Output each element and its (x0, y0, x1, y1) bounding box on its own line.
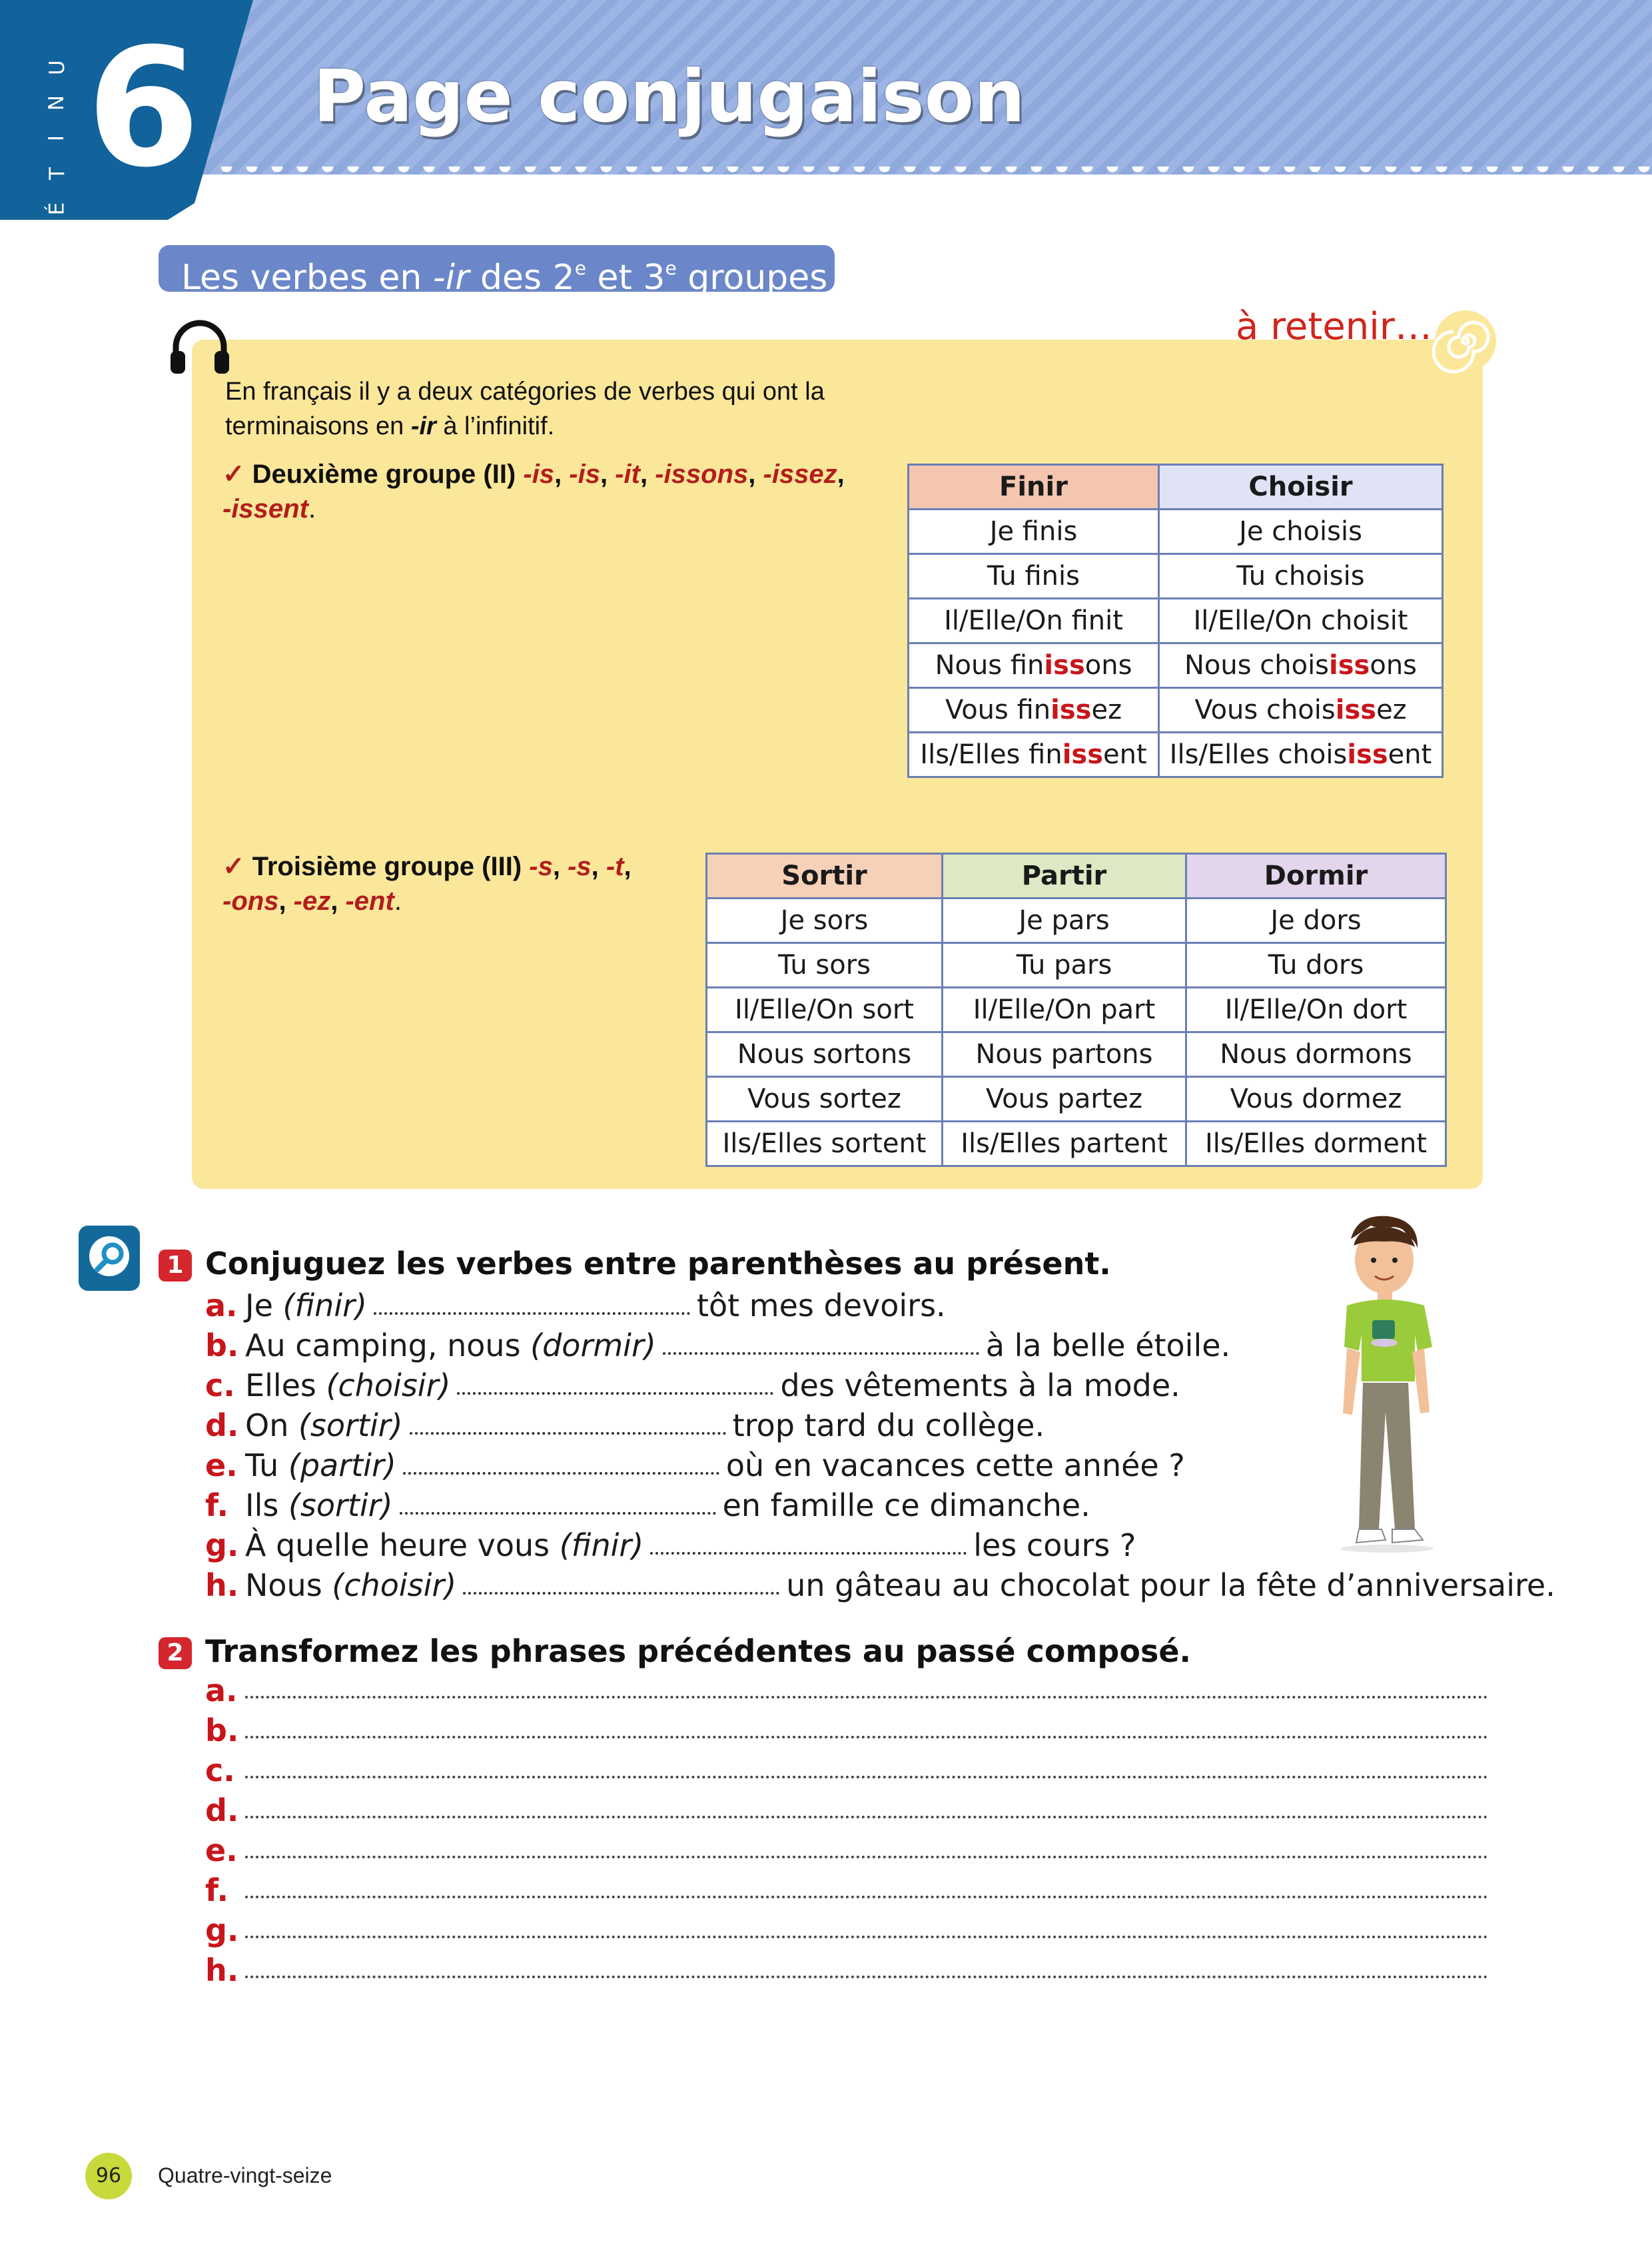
exercise1-item: f. Ils (sortir) en famille ce dimanche. (205, 1487, 1090, 1523)
table-cell: Il/Elle/On sort (707, 988, 943, 1032)
table-cell: Je finis (909, 510, 1159, 554)
table-header: Sortir (707, 854, 943, 899)
section-title: Les verbes en -ir des 2e et 3e groupes (159, 245, 835, 292)
answer-blank[interactable] (410, 1421, 726, 1435)
table-cell: Nous choisissons (1159, 643, 1443, 688)
answer-blank[interactable] (403, 1461, 719, 1475)
student-illustration (1312, 1212, 1459, 1559)
unit-label: U N I T É (45, 60, 69, 216)
table-row (707, 1032, 1446, 1077)
table-cell: Vous finissez (909, 688, 1159, 733)
table-row (707, 988, 1446, 1032)
exercise2-title: Transformez les phrases précédentes au passé composé. (205, 1633, 1191, 1669)
exercise2-item: f. (205, 1872, 228, 1908)
table-cell: Tu pars (943, 943, 1186, 988)
table-cell: Je choisis (1159, 510, 1443, 554)
table-cell: Il/Elle/On dort (1186, 988, 1446, 1032)
table-row (909, 510, 1443, 554)
exercise2-item: a. (205, 1673, 238, 1708)
exercise1-item: d. On (sortir) trop tard du collège. (205, 1407, 1045, 1443)
table-header: Partir (943, 854, 1186, 899)
answer-line[interactable] (245, 1720, 1488, 1738)
table-cell: Ils/Elles choisissent (1159, 733, 1443, 777)
answer-line[interactable] (245, 1960, 1488, 1978)
exercise2-number: 2 (159, 1637, 192, 1669)
answer-blank[interactable] (463, 1581, 779, 1595)
table-header: Finir (909, 465, 1159, 510)
exercise2-item: d. (205, 1792, 239, 1828)
exercise1-item: e. Tu (partir) où en vacances cette année ? (205, 1447, 1185, 1483)
page-number: 96 (85, 2153, 132, 2199)
group2-rule: ✓ Deuxième groupe (II) -is, -is, -it, -issons, -issez, -issent. (222, 460, 845, 524)
table-cell: Tu sors (707, 943, 943, 988)
table-cell: Il/Elle/On finit (909, 599, 1159, 643)
table-cell: Nous dormons (1186, 1032, 1446, 1077)
table-cell: Ils/Elles sortent (707, 1122, 943, 1166)
check-icon: ✓ (222, 852, 245, 881)
exercise2-item: c. (205, 1752, 235, 1788)
table-cell: Ils/Elles finissent (909, 733, 1159, 777)
answer-blank[interactable] (650, 1541, 967, 1555)
table-cell: Nous sortons (707, 1032, 943, 1077)
table-header: Dormir (1186, 854, 1446, 899)
page-title: Page conjugaison (313, 55, 1025, 139)
answer-line[interactable] (245, 1760, 1488, 1778)
answer-blank[interactable] (457, 1381, 773, 1395)
answer-line[interactable] (245, 1840, 1488, 1858)
table-cell: Je sors (707, 899, 943, 943)
table-row (909, 599, 1443, 643)
table-row (909, 643, 1443, 688)
exercise1-item: h. Nous (choisir) un gâteau au chocolat pour la fête d’anniversaire. (205, 1567, 1555, 1603)
table-cell: Il/Elle/On choisit (1159, 599, 1443, 643)
exercise1-number: 1 (159, 1250, 192, 1282)
page-number-words: Quatre-vingt-seize (158, 2163, 332, 2187)
table-cell: Je dors (1186, 899, 1446, 943)
exercise2-item: e. (205, 1832, 238, 1868)
exercise1-item: b. Au camping, nous (dormir) à la belle étoile. (205, 1327, 1231, 1363)
answer-line[interactable] (245, 1880, 1488, 1898)
answer-blank[interactable] (663, 1341, 979, 1355)
table-cell: Tu dors (1186, 943, 1446, 988)
table-cell: Je pars (943, 899, 1186, 943)
exercise2-item: g. (205, 1912, 239, 1948)
table-row (707, 1122, 1446, 1166)
table-row (707, 1077, 1446, 1122)
table-cell: Il/Elle/On part (943, 988, 1186, 1032)
conjugation-table-group2 (907, 464, 1444, 778)
answer-blank[interactable] (374, 1302, 690, 1315)
search-button[interactable] (79, 1226, 140, 1291)
table-cell: Ils/Elles dorment (1186, 1122, 1446, 1166)
table-cell: Vous sortez (707, 1077, 943, 1122)
headphones-icon[interactable] (167, 316, 233, 376)
table-cell: Vous choisissez (1159, 688, 1443, 733)
check-icon: ✓ (222, 460, 245, 489)
table-row (909, 554, 1443, 599)
exercise2-item: h. (205, 1952, 239, 1988)
answer-line[interactable] (245, 1800, 1488, 1818)
exercise1-item: c. Elles (choisir) des vêtements à la mode. (205, 1367, 1180, 1403)
table-cell: Vous dormez (1186, 1077, 1446, 1122)
table-cell: Nous partons (943, 1032, 1186, 1077)
table-row (707, 899, 1446, 943)
spiral-icon (1432, 308, 1499, 374)
table-cell: Vous partez (943, 1077, 1186, 1122)
retenir-label: à retenir… (1236, 305, 1432, 348)
table-cell: Tu finis (909, 554, 1159, 599)
answer-line[interactable] (245, 1680, 1488, 1698)
table-row (707, 943, 1446, 988)
table-cell: Tu choisis (1159, 554, 1443, 599)
intro-text: En français il y a deux catégories de verbes qui ont la terminaisons en -ir à l’infinitif. (225, 378, 825, 440)
unit-number: 6 (87, 13, 201, 203)
search-icon (79, 1226, 140, 1291)
exercise1-item: g. À quelle heure vous (finir) les cours ? (205, 1527, 1136, 1563)
answer-blank[interactable] (400, 1501, 716, 1515)
table-cell: Ils/Elles partent (943, 1122, 1186, 1166)
group3-rule: ✓ Troisième groupe (III) -s, -s, -t, -ons, -ez, -ent. (222, 852, 631, 916)
conjugation-table-group3 (705, 853, 1447, 1167)
table-row (909, 733, 1443, 777)
table-row (909, 688, 1443, 733)
exercise1-title: Conjuguez les verbes entre parenthèses au présent. (205, 1246, 1111, 1282)
exercise2-item: b. (205, 1712, 239, 1748)
exercise1-item: a. Je (finir) tôt mes devoirs. (205, 1288, 946, 1323)
table-header: Choisir (1159, 465, 1443, 510)
table-cell: Nous finissons (909, 643, 1159, 688)
answer-line[interactable] (245, 1920, 1488, 1938)
